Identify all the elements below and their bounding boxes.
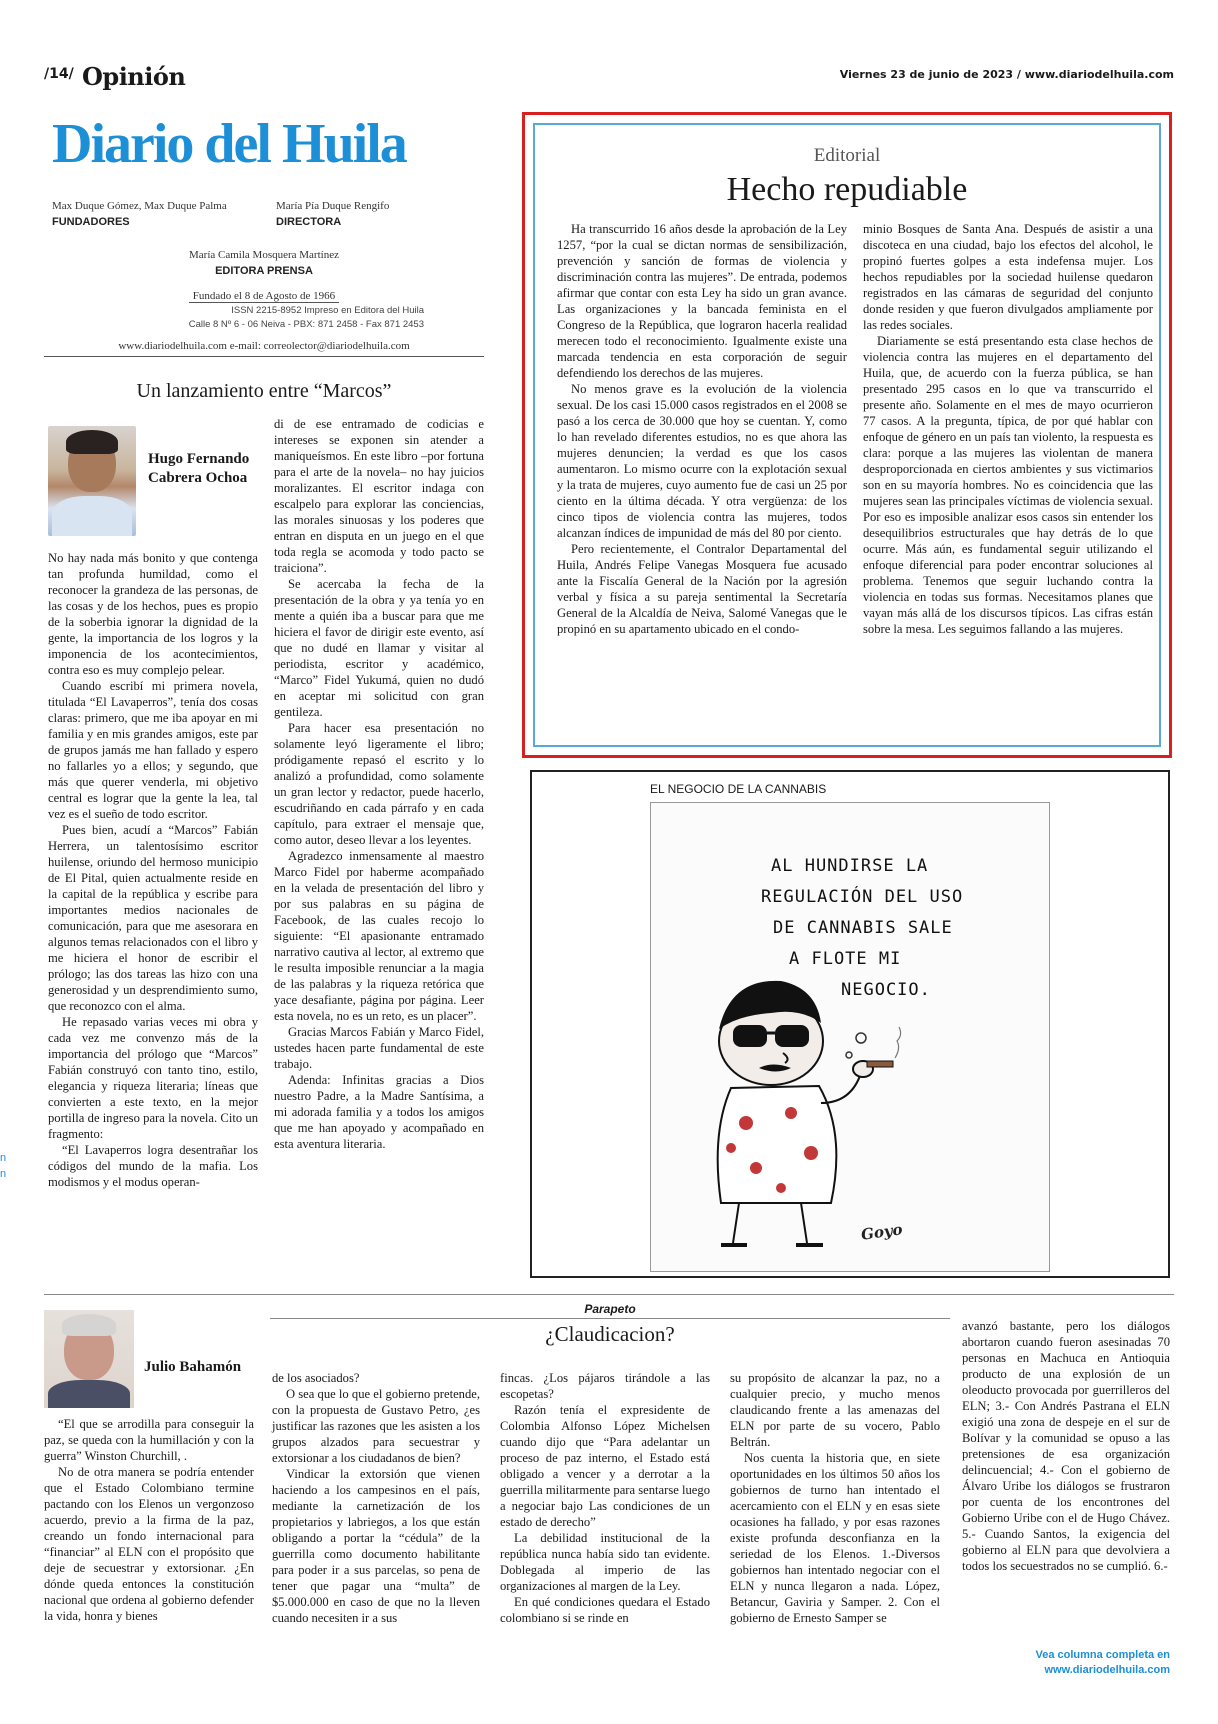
editorial-box (522, 112, 1172, 758)
editorial-kicker: Editorial (813, 145, 881, 166)
paragraph: minio Bosques de Santa Ana. Después de asistir a una discoteca en una ciudad, bajo los efectos del alcohol, le propinó fuertes golpes a esta indefensa mujer. Los hechos repudiables por la sociedad huilense quedaron registrados en las cámaras de seguridad del conjunto donde residen y que fueron divulgados ampliamente por las redes sociales. (863, 222, 1153, 332)
paragraph: No hay nada más bonito y que contenga tan profunda humildad, como el reconocer la grandeza de las personas, de las cosas y de los hechos, pues es propio de la soberbia ignorar la dignidad de la gente, la importancia de los logros y la imponencia de los acontecimientos, contra eso es muy complejo pelear. (48, 551, 258, 677)
see-more-link[interactable]: Vea columna completa en www.diariodelhuila.com (1035, 1649, 1170, 1676)
founders-names: Max Duque Gómez, Max Duque Palma (52, 200, 227, 212)
paragraph: O sea que lo que el gobierno pretende, con la propuesta de Gustavo Petro, ¿es justificar las razones que les asisten a los grupos alzados para secuestrar y extorsionar a los ciudadanos de bien? (272, 1387, 480, 1465)
cartoon-speech: AL HUNDIRSE LA REGULACIÓN DEL USO DE CANNABIS SALE A FLOTE MI NEGOCIO. (761, 856, 964, 1000)
author-block (48, 426, 268, 536)
paragraph: su propósito de alcanzar la paz, no a cualquier precio, y mucho menos claudicando frente a las amenazas del ELN por parte de su vocero, Pablo Beltrán. (730, 1371, 940, 1449)
parapeto-text-b (272, 1370, 480, 1626)
paragraph: No menos grave es la evolución de la violencia sexual. De los casi 15.000 casos registrados en el 2008 se pasó a los cerca de 30.000 que hoy se cuentan. Y, como lo han revelado diferentes estudios, no es que ahora las mujeres denuncien; la verdad es que los casos aumentaron. Lo mismo ocurre con la explotación sexual y la trata de mujeres, cuyo aumento fue de casi un 25 por ciento en la última década. Y otra vergüenza: de los cinco tipos de violencia contra las mujeres, todos alcanzan índices de impunidad de más del 80 por ciento. (557, 382, 847, 540)
masthead (44, 112, 484, 362)
page-header (44, 62, 1174, 92)
parapeto-title: ¿Claudicacion? (545, 1322, 675, 1346)
author-name: Hugo Fernando Cabrera Ochoa (148, 451, 250, 486)
author-name-2: Julio Bahamón (144, 1359, 242, 1375)
paragraph: En qué condiciones quedara el Estado colombiano si se rinde en (500, 1595, 710, 1625)
paragraph: He repasado varias veces mi obra y cada vez me convenzo más de la importancia del prólogo que “Marcos” Fabián construyó con tanto tino, estilo, elegancia y riqueza literaria; líneas que convierten a este texto, en la mejor portilla de ingreso para la novela. Cito un fragmento: (48, 1015, 258, 1141)
cartoon-box (530, 770, 1170, 1278)
column1-text-a (48, 550, 258, 1190)
parapeto-text-e (962, 1318, 1170, 1574)
paragraph: No de otra manera se podría entender que el Estado Colombiano termine pactando con los Elenos un vergonzoso acuerdo, previo a la firma de la paz, creando un fondo internacional para “financiar” al ELN con el propósito que deje de secuestrar y extorsionar. ¿En dónde queda entonces la constitución nacional que ordena al gobierno defender la vida, honra y bienes (44, 1465, 254, 1623)
editorial-title: Hecho repudiable (726, 171, 968, 208)
author-block-2 (44, 1310, 264, 1410)
cartoon-signature: Goyo (859, 1220, 904, 1244)
editor (44, 249, 484, 277)
paragraph: Se acercaba la fecha de la presentación de la obra y ya tenía yo en mente a quién iba a buscar para que me hiciera el favor de dirigir este evento, así que no dudé en llamar y visitar al periodista, escritor y académico, “Marco” Fidel Yukumá, quien no dudó en aceptar mi solicitud con gran gentileza. (274, 577, 484, 719)
editorial-text-a (557, 221, 847, 637)
margin-marks: n n (0, 1152, 7, 1180)
founders-label: FUNDADORES (52, 216, 130, 228)
parapeto-label: Parapeto (270, 1302, 950, 1319)
director-label: DIRECTORA (276, 216, 342, 228)
director (276, 200, 476, 228)
issn: ISSN 2215-8952 Impreso en Editora del Huila (231, 305, 424, 316)
paragraph: La debilidad institucional de la república nunca había sido tan evidente. Doblegada al imperio de las organizaciones al margen de la Ley. (500, 1531, 710, 1593)
paragraph: di de ese entramado de codicias e intereses se exponen sin atender a maniqueísmos. En este libro –por fortuna para el arte de la novela– no hay juicios moralizantes. El escritor indaga con escalpelo para explorar las conciencias, las morales sinuosas y los poderes que entran en disputa en un juego en el que toda regla se acomoda y todo pacto se traiciona”. (274, 417, 484, 575)
paragraph: Vindicar la extorsión que vienen haciendo a los campesinos en el país, mediante la carnetización de los propietarios y labriegos, a los que están obligando a portar la “cédula” de la guerrilla como documento habilitante para poder ir a sus parcelas, so pena de tener que pagar una “multa” de $5.000.000 en caso de que no la lleven cuando necesiten ir a sus (272, 1467, 480, 1625)
editor-name: María Camila Mosquera Martínez (189, 249, 339, 261)
paragraph: Pues bien, acudí a “Marcos” Fabián Herrera, un talentosísimo escritor huilense, oriundo del hermoso municipio de El Pital, quien actualmente reside en la capital de la república y escribe para importantes medios nacionales de comunicación, para que me asesorara en algunos temas relacionados con el libro y me hiciera el honor de escribir el prólogo; las dos tareas las hizo con una generosidad y un desprendimiento sumo, que reconozco con el alma. (48, 823, 258, 1013)
paragraph: Cuando escribí mi primera novela, titulada “El Lavaperros”, tenía dos cosas claras: primero, que me iba apoyar en mi familia y en mis grandes amigos, este par de grupos jamás me han fallado y espero no fallarles yo a ellos; y segundo, que más que querer venderla, mi objetivo central es lograr que la gente la lea, tal vez es el sueño de todo escritor. (48, 679, 258, 821)
editorial-inner (533, 123, 1161, 747)
paragraph: “El que se arrodilla para conseguir la paz, se queda con la humillación y con la guerra” Winston Churchill, . (44, 1417, 254, 1463)
page-number: /14/ (44, 66, 74, 82)
cartoon-character-illustration (651, 803, 1051, 1273)
paragraph: fincas. ¿Los pájaros tirándole a las escopetas? (500, 1371, 710, 1401)
section-divider (44, 1294, 1174, 1295)
paragraph: “El Lavaperros logra desentrañar los códigos del mundo de la mafia. Los modismos y el modus operan- (48, 1143, 258, 1189)
date-line[interactable]: Viernes 23 de junio de 2023 / www.diariodelhuila.com (839, 68, 1174, 81)
paragraph: de los asociados? (272, 1371, 360, 1385)
column-title: Un lanzamiento entre “Marcos” (136, 380, 392, 402)
paragraph: Pero recientemente, el Contralor Departamental del Huila, Andrés Felipe Vanegas Mosquera fue acusado ante la Fiscalía General de la Nación por la agresión verbal y física a su pareja sentimental la Secretaría General de la Alcaldía de Neiva, Salomé Vanegas que le propinó en su apartamento ubicado en el condo- (557, 542, 847, 636)
paragraph: Ha transcurrido 16 años desde la aprobación de la Ley 1257, “por la cual se dictan normas de sensibilización, prevención y sanción de formas de violencia y discriminación contra las mujeres”. De entrada, podemos afirmar que contar con esta Ley ha sido un gran avance. Las organizaciones y la bancada feminista en el Congreso de la República, que lograron hacerla realidad merecen todo el reconocimiento. Igualmente existe una marcada tendencia en esta corporación de seguir defendiendo los derechos de las mujeres. (557, 222, 847, 380)
founders (52, 200, 252, 228)
newspaper-logo: Diario del Huila (52, 113, 406, 175)
paragraph: Diariamente se está presentando esta clase hechos de violencia contra las mujeres en el departamento del Huila, que, de acuerdo con la fuerza pública, se han presentado 295 casos en lo que va transcurrido el presente año. Solamente en el mes de mayo ocurrieron 77 casos. A la pregunta, típica, de por qué hablar con enfoque de género en un país tan violento, la respuesta es clara: porque a las mujeres las violentan de manera desproporcionada en ciertos ambientes y sus victimarios son en su mayoría hombres. No es coincidencia que las mujeres sean las principales víctimas de violencia sexual. Por eso es imposible analizar esos casos sin entender los desequilibrios estructurales que hay detrás de lo que ocurre. Más aún, es fundamental seguir utilizando el enfoque diferencial para poder encontrar soluciones al problema. Tenemos que seguir luchando contra la violencia en todas sus formas. Necesitamos planes que vayan más allá de los discursos típicos. Las cifras están sobre la mesa. Les seguimos fallando a las mujeres. (863, 334, 1153, 636)
parapeto-text-a (44, 1416, 254, 1624)
paragraph: Gracias Marcos Fabián y Marco Fidel, ustedes hacen parte fundamental de este trabajo. (274, 1025, 484, 1071)
paragraph: Agradezco inmensamente al maestro Marco Fidel por haberme acompañado en la velada de presentación del libro y por sus palabras en su página de Facebook, de las cuales recojo lo siguiente: “El apasionante entramado narrativo cautiva al lector, al extremo que le resulta imposible renunciar a la magia de las palabras y la riqueza retórica que yace desafiante, página por página. Leer esta novela, no es un reto, es un placer”. (274, 849, 484, 1023)
cartoon-title: EL NEGOCIO DE LA CANNABIS (650, 782, 827, 796)
founded-date: Fundado el 8 de Agosto de 1966 (189, 290, 339, 303)
address: Calle 8 Nº 6 - 06 Neiva - PBX: 871 2458 - Fax 871 2453 (188, 319, 424, 330)
paragraph: avanzó bastante, pero los diálogos abortaron cuando fueron asesinadas 70 personas en Machuca en Antioquia producto de una explosión de un oleoducto provocada por guerrilleros del ELN; 3.- Con Andrés Pastrana el ELN exigió una zona de despeje en el sur de Bolívar y la comunidad se opuso a las pretensiones de esa organización delincuencial; 4.- Con el gobierno de Álvaro Uribe los diálogos se frustraron por cuenta de los encontrones del Gobierno Uribe con el de Hugo Chávez. 5.- Cuando Santos, la exigencia del gobierno al ELN para que devolviera a todos los secuestrados no se cumplió. 6.- (962, 1319, 1170, 1573)
column1-text-b (274, 416, 484, 1152)
parapeto-text-d (730, 1370, 940, 1626)
paragraph: Nos cuenta la historia que, en siete oportunidades en los últimos 50 años los gobiernos de turno han intentado el acercamiento con el ELN y en esas siete ocasiones ha fallado, y por esas razones existe profunda desconfianza en la seriedad de los Elenos. 1.-Diversos gobiernos han intentado negociar con el ELN y nunca llegaron a nada. López, Betancur, Gaviria y Samper. 2. Con el gobierno de Ernesto Samper se (730, 1451, 940, 1625)
author-photo (48, 426, 136, 536)
section-title: Opinión (82, 62, 186, 91)
parapeto-text-c (500, 1370, 710, 1626)
paragraph: Para hacer esa presentación no solamente leyó ligeramente el libro; pródigamente repasó el escrito y lo analizó a profundidad, como solamente un gran lector y redactor, puede hacerlo, escudriñando en cada párrafo y en cada capítulo, para extraer el mensaje que, como autor, deseo llevar a los leyentes. (274, 721, 484, 847)
paragraph: Razón tenía el expresidente de Colombia Alfonso López Michelsen cuando dijo que “Para adelantar un proceso de paz interno, el Estado está obligado a vencer y a derrotar a la guerrilla militarmente para sentarse luego a negociar bajo Las condiciones de un estado de derecho” (500, 1403, 710, 1529)
editorial-text-b (863, 221, 1153, 637)
editor-label: EDITORA PRENSA (215, 265, 313, 277)
founding-info (44, 290, 484, 330)
author-photo-2 (44, 1310, 134, 1408)
contact-line[interactable]: www.diariodelhuila.com e-mail: correolector@diariodelhuila.com (44, 340, 484, 357)
paragraph: Adenda: Infinitas gracias a Dios nuestro Padre, a la Madre Santísima, a mi adorada familia y a todos los amigos que me han apoyado y acompañado en esta aventura literaria. (274, 1073, 484, 1151)
director-name: María Pía Duque Rengifo (276, 200, 390, 212)
cartoon-frame (650, 802, 1050, 1272)
